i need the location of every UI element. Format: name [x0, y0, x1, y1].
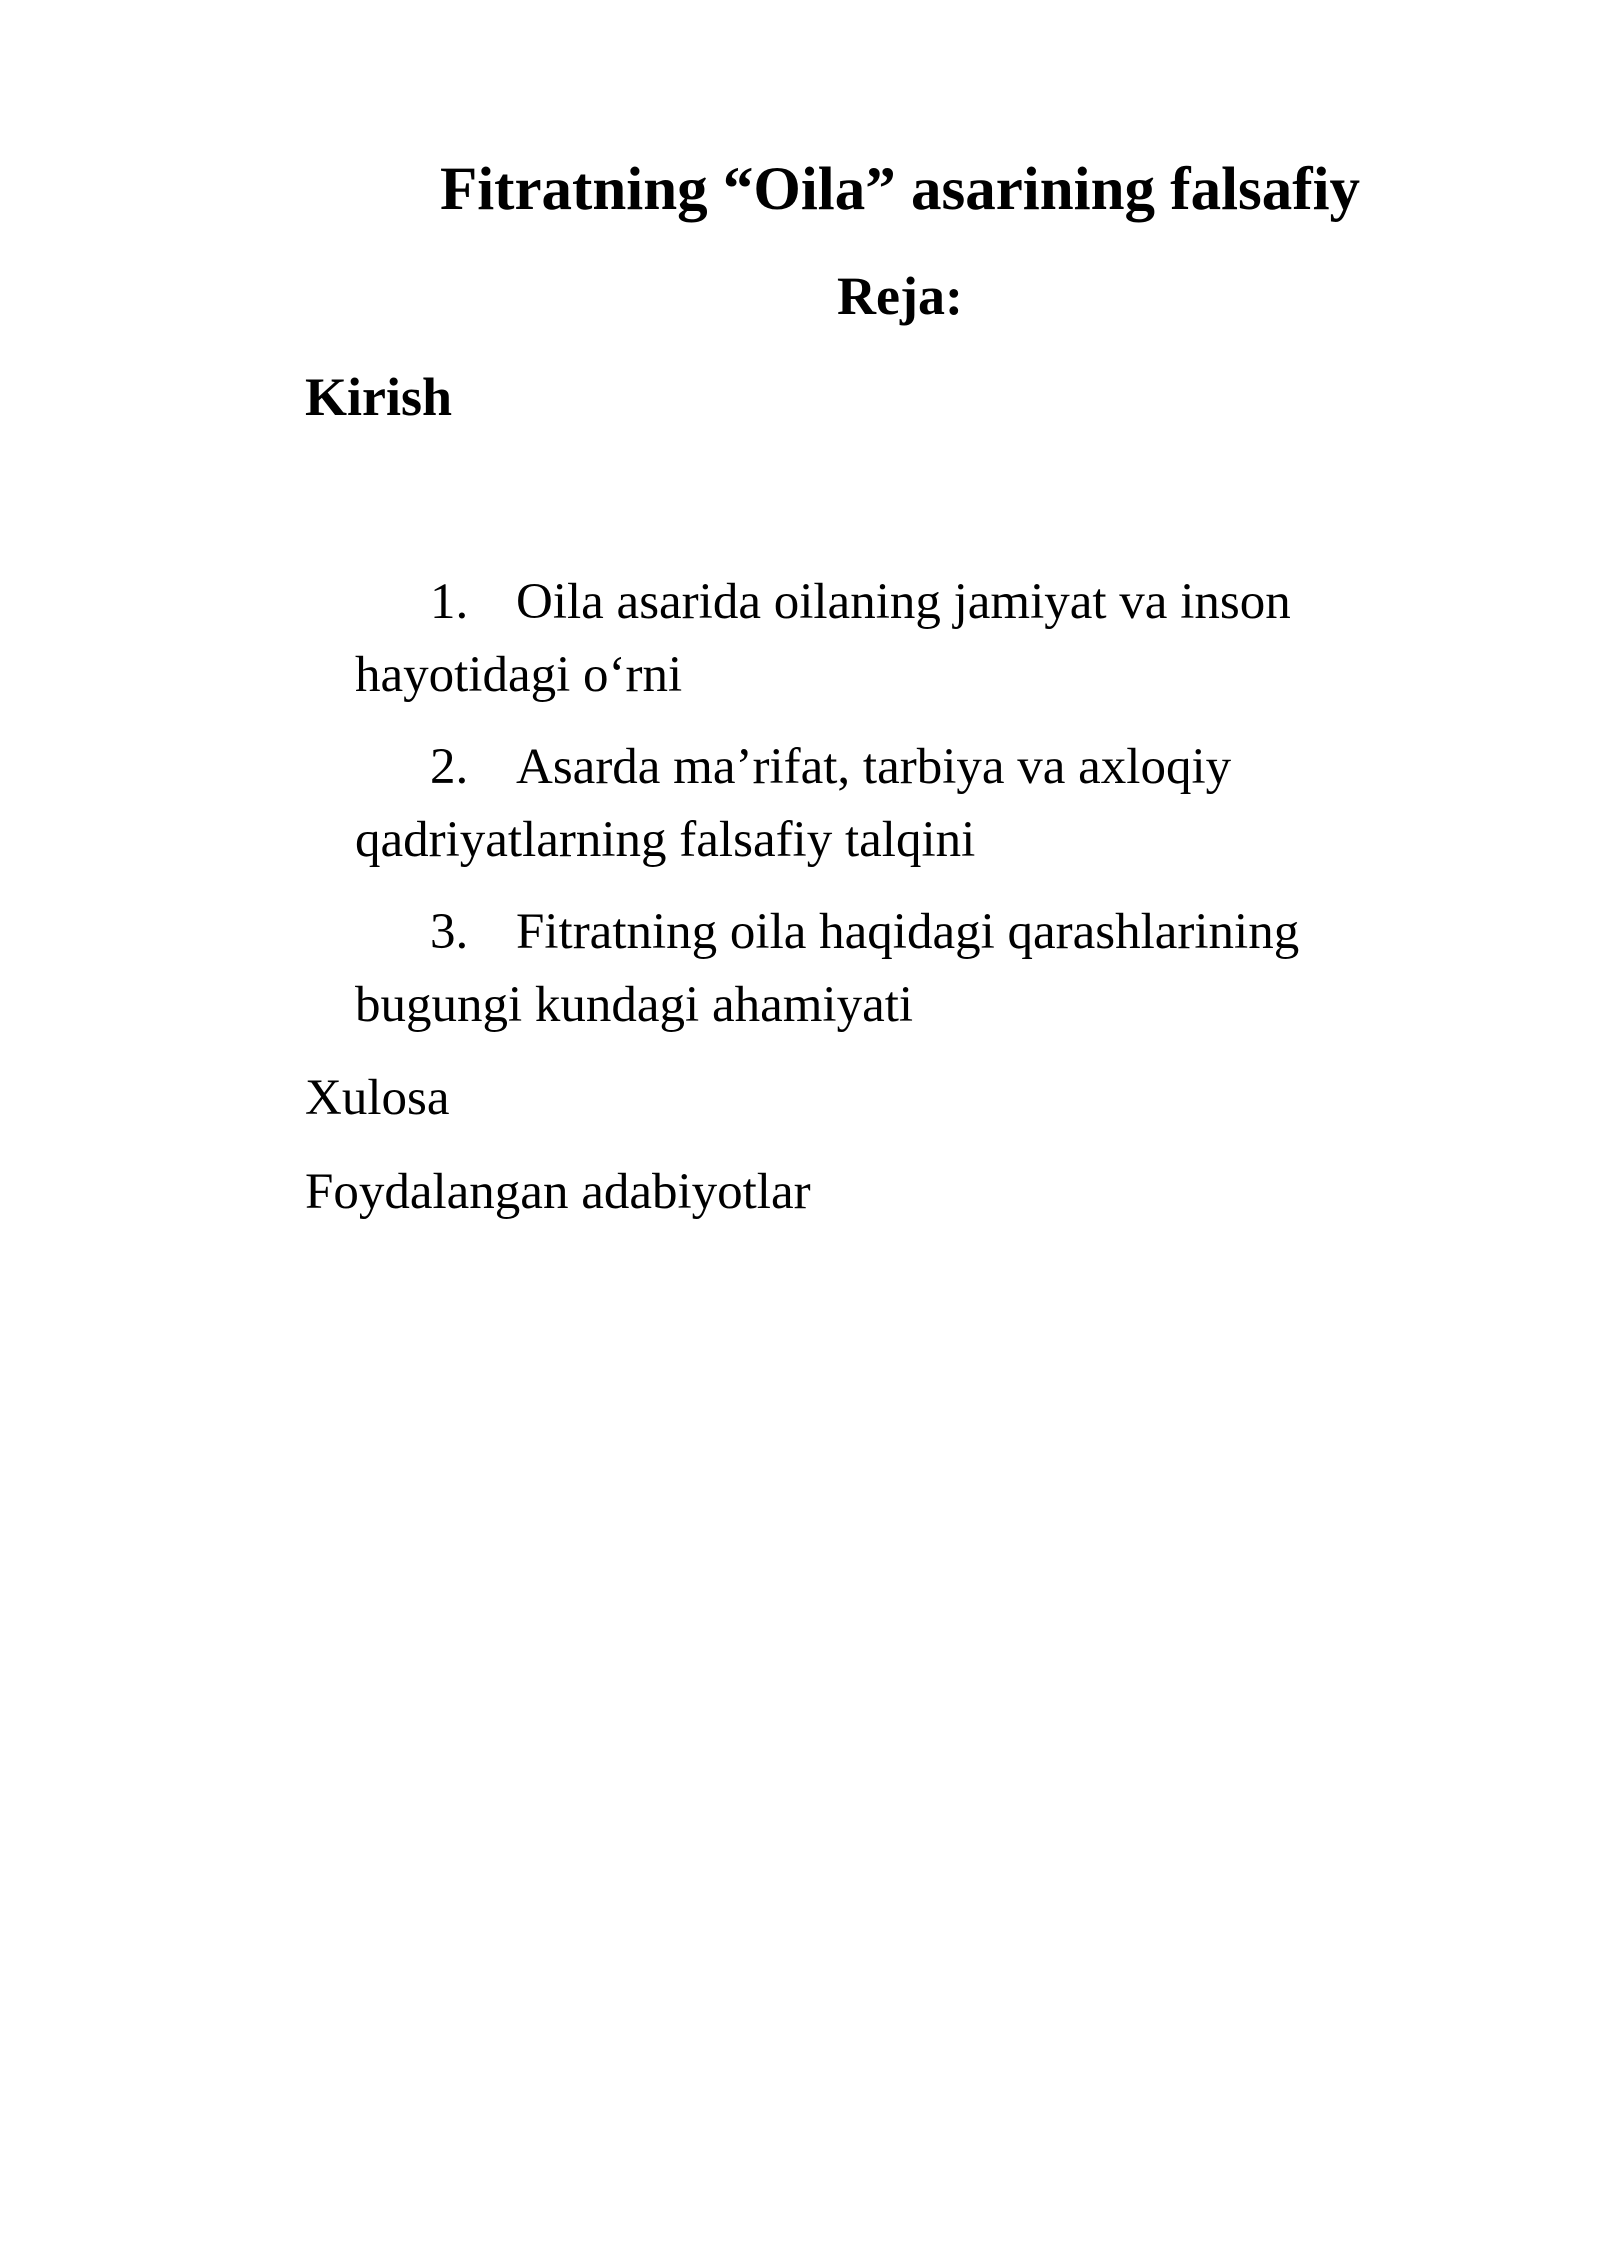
plan-item-number: 1.	[430, 574, 469, 630]
document-title: Fitratning “Oila” asarining falsafiy	[439, 156, 1361, 223]
plan-item-text: Oila asarida oilaning jamiyat va inson hayotidagi o‘rni	[355, 574, 1291, 703]
plan-item-number: 3.	[430, 904, 469, 960]
conclusion-heading: Xulosa	[305, 1070, 450, 1126]
plan-item-text: Fitratning oila haqidagi qarashlarining bugungi kundagi ahamiyati	[355, 904, 1300, 1033]
plan-item-3	[355, 896, 1375, 1042]
plan-item-1	[355, 566, 1375, 712]
plan-list	[355, 566, 1375, 1061]
plan-item-text: Asarda ma’rifat, tarbiya va axloqiy qadriyatlarning falsafiy talqini	[355, 739, 1232, 868]
references-heading: Foydalangan adabiyotlar	[305, 1164, 811, 1220]
introduction-heading: Kirish	[305, 367, 453, 427]
plan-item-2	[355, 731, 1375, 877]
plan-heading: Reja:	[837, 266, 963, 326]
plan-item-number: 2.	[430, 739, 469, 795]
